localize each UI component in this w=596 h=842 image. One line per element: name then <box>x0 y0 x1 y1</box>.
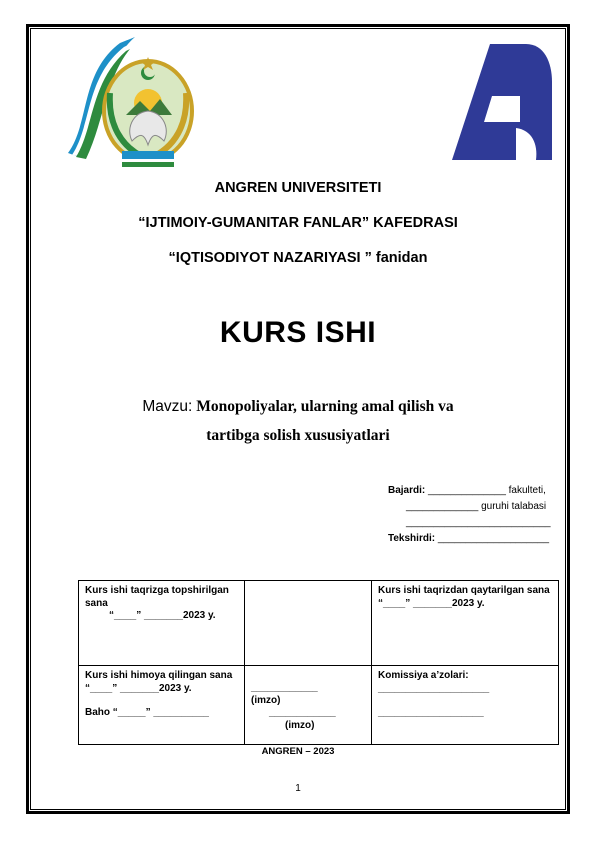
table-row <box>79 581 559 666</box>
table-cell-review-submitted <box>79 581 245 666</box>
grade-line: Baho “_____” __________ <box>85 707 209 718</box>
topic-text-1: Monopoliyalar, ularning amal qilish va <box>192 398 454 415</box>
uzbekistan-state-emblem-icon <box>60 33 200 171</box>
guruhi-line: _____________ guruhi talabasi <box>406 501 547 512</box>
commission-line-2: ___________________ <box>378 707 484 718</box>
bajardi-value: ______________ fakulteti, <box>425 485 546 496</box>
tekshirdi-line <box>388 533 549 544</box>
topic-line-1 <box>30 398 566 416</box>
subject-name: “IQTISODIYOT NAZARIYASI ” fanidan <box>168 250 428 266</box>
defended-date: “____” _______2023 y. <box>85 682 192 694</box>
table-cell-commission <box>372 666 559 745</box>
table-cell-review-returned <box>372 581 559 666</box>
review-returned-title: Kurs ishi taqrizdan qaytarilgan sana <box>378 585 550 596</box>
commission-title: Komissiya a’zolari: <box>378 670 469 681</box>
topic-line-2: tartibga solish xususiyatlari <box>206 427 390 444</box>
table-cell-defended <box>79 666 245 745</box>
student-name-line: __________________________ <box>406 517 551 528</box>
topic-label: Mavzu: <box>142 398 193 415</box>
bajardi-label: Bajardi: <box>388 485 426 496</box>
table-cell-signatures <box>245 666 372 745</box>
document-title: KURS ISHI <box>219 316 377 349</box>
signature-label-1: (imzo) <box>251 694 281 706</box>
review-submitted-title: Kurs ishi taqrizga topshirilgan sana <box>85 585 229 609</box>
table-cell-empty <box>245 581 372 666</box>
page-number: 1 <box>295 783 301 794</box>
commission-line-1: ____________________ <box>378 682 490 694</box>
review-submitted-date: “____” _______2023 y. <box>109 610 216 621</box>
department-name: “IJTIMOIY-GUMANITAR FANLAR” KAFEDRASI <box>138 215 458 231</box>
university-name: ANGREN UNIVERSITETI <box>214 180 382 196</box>
table-row <box>79 666 559 745</box>
signature-label-2: (imzo) <box>285 719 315 731</box>
city-year: ANGREN – 2023 <box>261 746 335 757</box>
review-returned-date: “____” _______2023 y. <box>378 597 485 609</box>
tekshirdi-value: ____________________ <box>435 533 550 544</box>
angren-university-logo-icon <box>452 42 552 160</box>
signature-line-1: ____________ <box>251 682 318 693</box>
tekshirdi-label: Tekshirdi: <box>388 533 436 544</box>
defended-title: Kurs ishi himoya qilingan sana <box>85 670 233 681</box>
bajardi-line <box>388 485 546 496</box>
review-table <box>78 580 559 745</box>
signature-line-2: ____________ <box>269 707 336 718</box>
